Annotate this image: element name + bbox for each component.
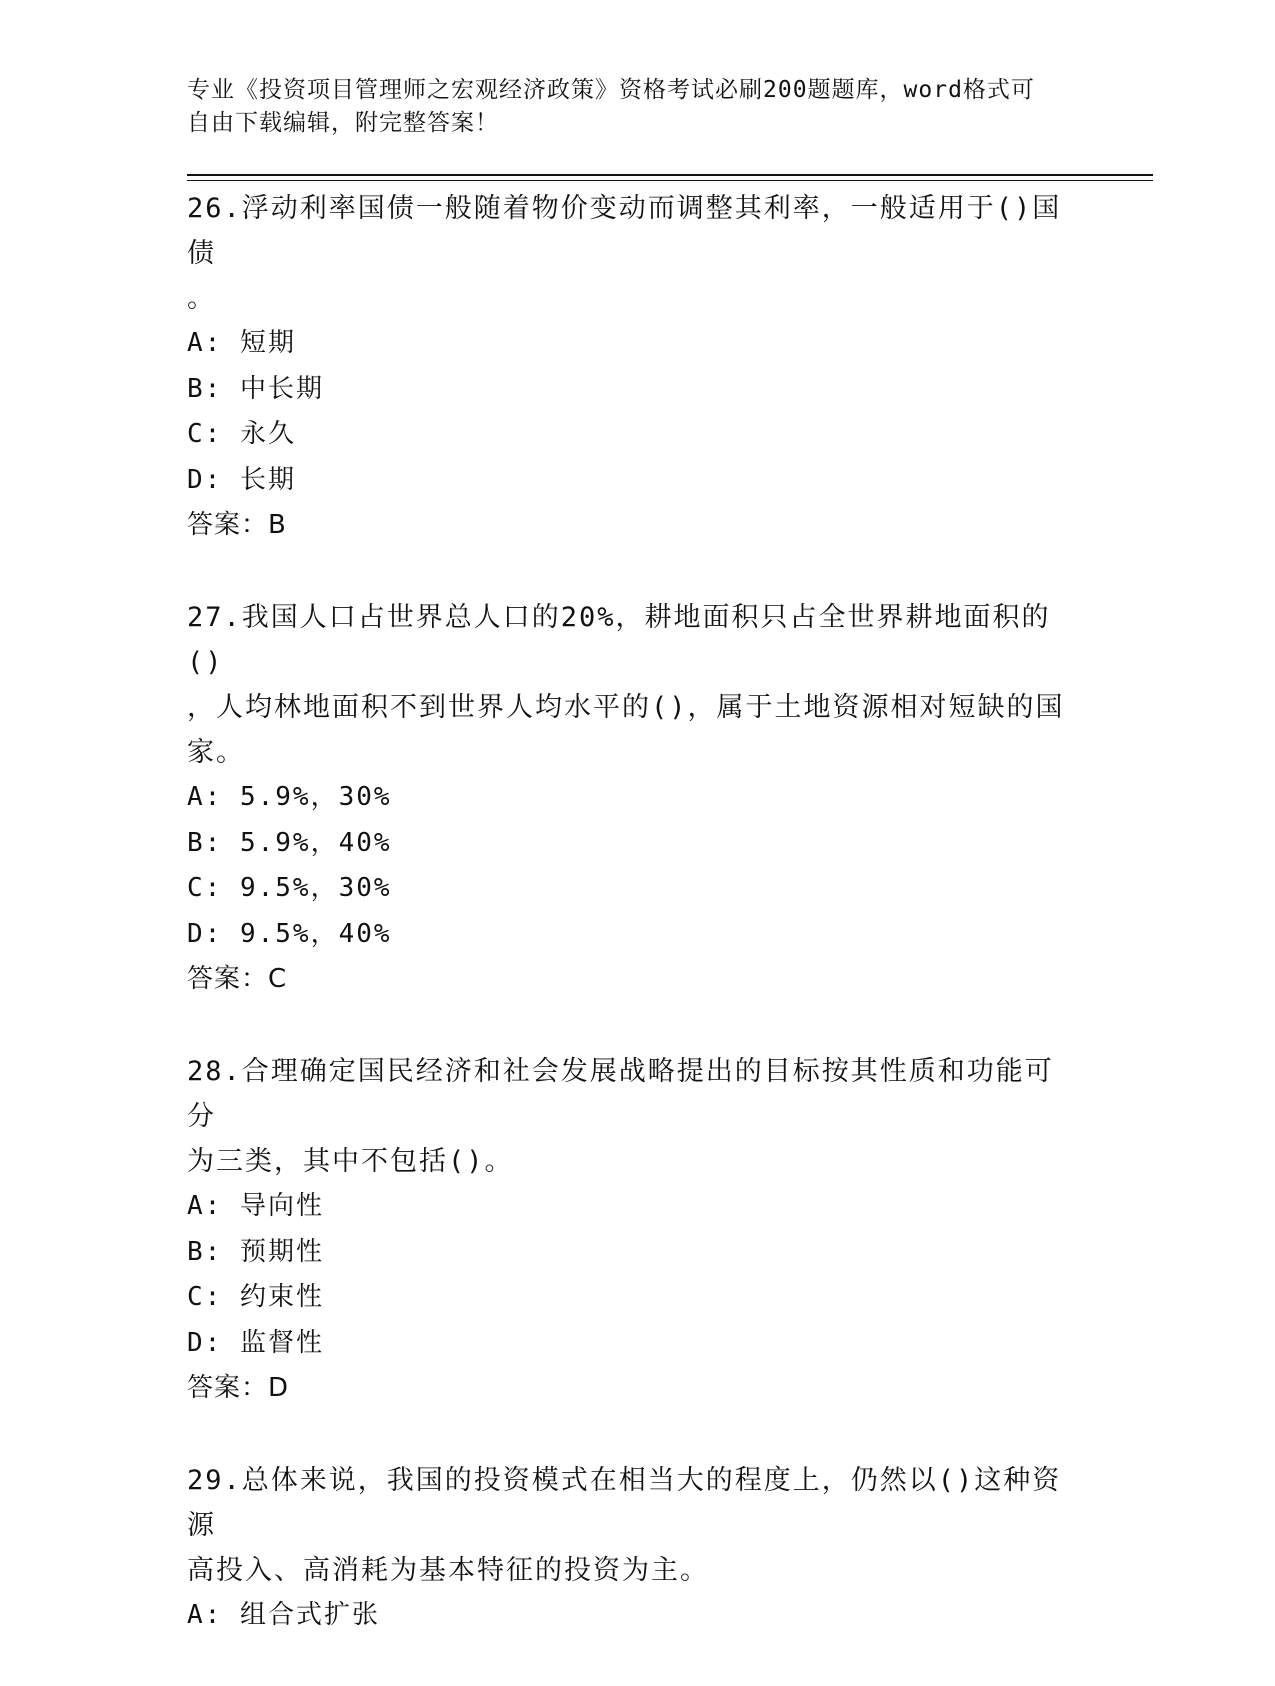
question-text: 高投入、高消耗为基本特征的投资为主。 (187, 1555, 709, 1586)
option-a: A: 5.9%，30% (187, 782, 392, 812)
option-d: D: 9.5%，40% (187, 918, 392, 949)
option-a: A: 导向性 (187, 1191, 324, 1221)
question-26 (187, 186, 1067, 548)
question-text: 。 (187, 283, 216, 314)
option-c: C: 永久 (187, 419, 296, 449)
question-list (187, 186, 1067, 1686)
question-text: 为三类，其中不包括()。 (187, 1146, 514, 1177)
question-text: 27.我国人口占世界总人口的20%，耕地面积只占全世界耕地面积的() (187, 602, 1051, 678)
question-text: 家。 (187, 737, 245, 768)
option-d: D: 长期 (187, 464, 296, 495)
answer-line: 答案：C (187, 964, 288, 994)
option-a: A: 短期 (187, 328, 296, 358)
answer-line: 答案：D (187, 1373, 290, 1403)
question-29 (187, 1458, 1067, 1639)
option-c: C: 9.5%，30% (187, 873, 392, 903)
question-text: 29.总体来说，我国的投资模式在相当大的程度上，仍然以()这种资源 (187, 1465, 1062, 1541)
option-b: B: 5.9%，40% (187, 827, 392, 858)
option-a: A: 组合式扩张 (187, 1600, 380, 1630)
header-divider-thin (187, 180, 1153, 181)
header-divider-thick (187, 174, 1153, 176)
question-text: 28.合理确定国民经济和社会发展战略提出的目标按其性质和功能可分 (187, 1056, 1054, 1132)
header-line-2: 自由下载编辑，附完整答案！ (187, 110, 499, 136)
document-header (187, 74, 1067, 140)
option-c: C: 约束性 (187, 1282, 324, 1312)
header-line-1: 专业《投资项目管理师之宏观经济政策》资格考试必刷200题题库，word格式可 (187, 77, 1035, 103)
question-28 (187, 1049, 1067, 1411)
answer-line: 答案：B (187, 510, 287, 540)
question-text: 26.浮动利率国债一般随着物价变动而调整其利率，一般适用于()国债 (187, 193, 1062, 269)
option-d: D: 监督性 (187, 1327, 324, 1358)
option-b: B: 预期性 (187, 1236, 324, 1267)
question-text: ，人均林地面积不到世界人均水平的()，属于土地资源相对短缺的国 (187, 692, 1065, 723)
option-b: B: 中长期 (187, 373, 324, 404)
question-27 (187, 595, 1067, 1002)
